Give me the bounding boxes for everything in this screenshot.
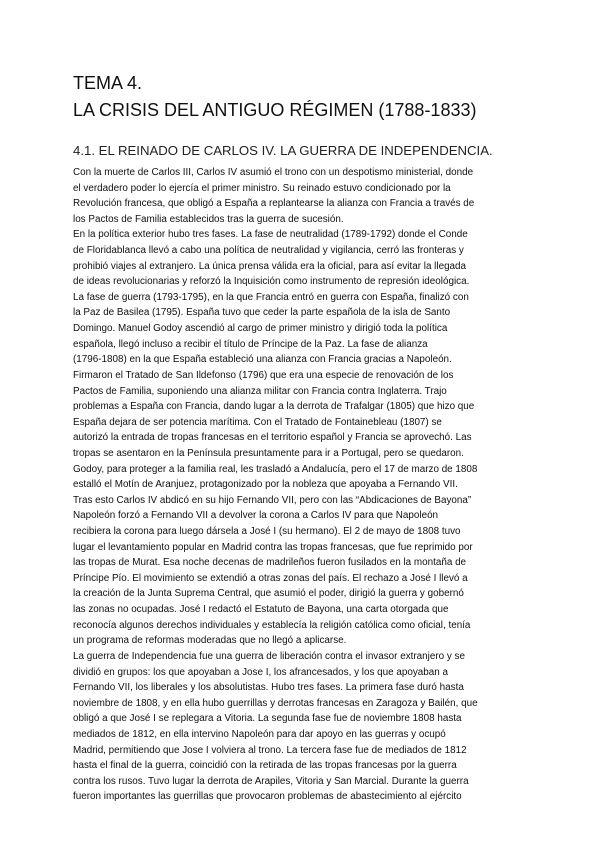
body-line: reconocía algunos derechos individuales y establecía la religión católica como oficial, tenía (73, 619, 471, 631)
body-line: Napoleón forzó a Fernando VII a devolver la corona a Carlos IV para que Napoleón (73, 510, 439, 522)
section-heading: 4.1. EL REINADO DE CARLOS IV. LA GUERRA DE INDEPENDENCIA. (73, 143, 493, 158)
body-line: recibiera la corona para luego dársela a José I (su hermano). El 2 de mayo de 1808 tuvo (73, 526, 461, 538)
body-line: hasta el final de la guerra, coincidió con la retirada de las tropas francesas por la guerra (73, 760, 457, 772)
body-line: dividió en grupos: los que apoyaban a Jose I, los afrancesados, y los que apoyaban a (73, 666, 448, 678)
body-line: obligó a que José I se replegara a Vitoria. La segunda fase fue de noviembre 1808 hasta (73, 713, 462, 725)
body-line: (1796-1808) en la que España estableció una alianza con Francia gracias a Napoleón. (73, 354, 452, 366)
body-line: En la política exterior hubo tres fases. La fase de neutralidad (1789-1792) donde el Conde (73, 229, 468, 241)
body-line: prohibió viajes al extranjero. La única prensa válida era la oficial, para así evitar la llegada (73, 260, 467, 272)
body-line: Firmaron el Tratado de San Ildefonso (1796) que era una especie de renovación de los (73, 369, 454, 381)
document-title-line-1: TEMA 4. (73, 73, 143, 93)
body-line: Fernando VII, los liberales y los absolutistas. Hubo tres fases. La primera fase duró hasta (73, 682, 464, 694)
body-line: Príncipe Pío. El movimiento se extendió a otras zonas del país. El rechazo a José I llevó a (73, 572, 468, 584)
body-line: española, llegó incluso a recibir el título de Príncipe de la Paz. La fase de alianza (73, 338, 428, 350)
body-line: de Floridablanca llevó a cabo una política de neutralidad y vigilancia, cerró las fronteras y (73, 245, 464, 257)
body-line: las tropas de Murat. Esa noche decenas de madrileños fueron fusilados en la montaña de (73, 557, 467, 569)
body-line: lugar el levantamiento popular en Madrid contra las tropas francesas, que fue reprimido por (73, 541, 473, 553)
body-line: el verdadero poder lo ejercía el primer ministro. Su reinado estuvo condicionado por la (73, 182, 451, 194)
body-line: la Paz de Basilea (1795). España tuvo que ceder la parte española de la isla de Santo (73, 307, 451, 319)
body-line: Godoy, para proteger a la familia real, les trasladó a Andalucía, pero el 17 de marzo de 1808 (73, 463, 478, 475)
body-line: Pactos de Familia, suponiendo una alianza militar con Francia contra Inglaterra. Trajo (73, 385, 447, 397)
body-line: contra los rusos. Tuvo lugar la derrota de Arapiles, Vitoria y San Marcial. Durante la guerra (73, 775, 469, 787)
body-text (73, 165, 543, 805)
body-line: autorizó la entrada de tropas francesas en el territorio español y Francia se aprovechó. Las (73, 432, 472, 444)
body-line: Revolución francesa, que obligó a España a replantearse la alianza con Francia a través de (73, 198, 475, 210)
body-line: fueron importantes las guerrillas que provocaron problemas de abastecimiento al ejército (73, 791, 462, 803)
body-line: la creación de la Junta Suprema Central, que asumió el poder, dirigió la guerra y gobernó (73, 588, 464, 600)
body-line: Madrid, permitiendo que Jose I volviera al trono. La tercera fase fue de mediados de 1812 (73, 744, 467, 756)
body-line: La guerra de Independencia fue una guerra de liberación contra el invasor extranjero y se (73, 650, 465, 662)
body-line: los Pactos de Familia establecidos tras la guerra de sucesión. (73, 213, 344, 225)
body-line: un programa de reformas moderadas que no llegó a aplicarse. (73, 635, 347, 647)
body-line: Con la muerte de Carlos III, Carlos IV asumió el trono con un despotismo ministerial, donde (73, 167, 474, 178)
body-line: problemas a España con Francia, dando lugar a la derrota de Trafalgar (1805) que hizo que (73, 401, 475, 413)
body-line: La fase de guerra (1793-1795), en la que Francia entró en guerra con España, finalizó con (73, 291, 469, 303)
body-line: de ideas revolucionarias y reforzó la Inquisición como instrumento de represión ideológica. (73, 276, 470, 288)
document-title-line-2: LA CRISIS DEL ANTIGUO RÉGIMEN (1788-1833) (73, 100, 477, 120)
body-line: las zonas no ocupadas. José I redactó el Estatuto de Bayona, una carta otorgada que (73, 604, 449, 616)
body-line: Domingo. Manuel Godoy ascendió al cargo de primer ministro y dirigió toda la política (73, 323, 448, 335)
body-line: noviembre de 1808, y en ella hubo guerrillas y derrotas francesas en Zaragoza y Bailén, que (73, 697, 478, 709)
body-line: mediados de 1812, en ella intervino Napoleón para dar apoyo en las guerras y ocupó (73, 728, 446, 740)
body-line: tropas se asentaron en la Península presuntamente para ir a Portugal, pero se quedaron. (73, 447, 464, 459)
body-line: España dejara de ser potencia marítima. Con el Tratado de Fontainebleau (1807) se (73, 416, 442, 428)
body-line: estalló el Motín de Aranjuez, protagonizado por la nobleza que apoyaba a Fernando VII. (73, 479, 458, 491)
body-line: Tras esto Carlos IV abdicó en su hijo Fernando VII, pero con las “Abdicaciones de Bayona” (73, 494, 472, 506)
